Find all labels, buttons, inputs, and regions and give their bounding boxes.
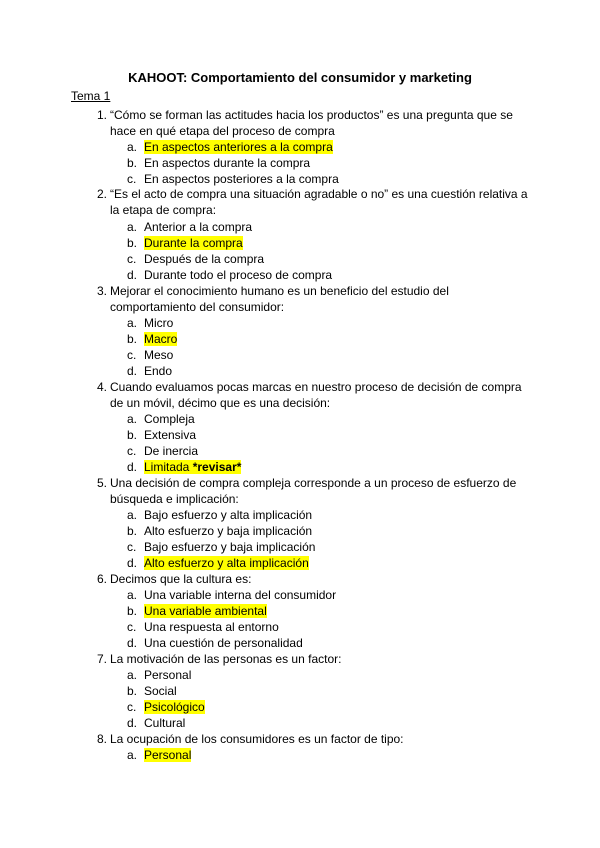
option-6b: [127, 603, 267, 619]
option-letter: c.: [127, 252, 137, 266]
option-letter: b.: [127, 524, 138, 538]
option-letter: d.: [127, 556, 138, 570]
question-number: 5.: [96, 476, 107, 490]
option-letter: a.: [127, 748, 138, 762]
option-text: En aspectos anteriores a la compra: [144, 140, 333, 154]
option-letter: d.: [127, 460, 138, 474]
option-text: Cultural: [144, 716, 186, 730]
question-text: Mejorar el conocimiento humano es un beneficio del estudio del comportamiento del consumidor:: [110, 284, 449, 314]
option-text: Social: [144, 684, 177, 698]
option-letter: c.: [127, 444, 137, 458]
option-5a: [127, 507, 312, 523]
option-5c: [127, 539, 315, 555]
option-letter: b.: [127, 428, 138, 442]
option-letter: a.: [127, 668, 138, 682]
option-letter: a.: [127, 316, 138, 330]
question-number: 3.: [96, 284, 107, 298]
question-text: “Cómo se forman las actitudes hacia los productos” es una pregunta que se hace en qué etapa del proceso de compra: [110, 108, 513, 138]
option-text: Bajo esfuerzo y alta implicación: [144, 508, 313, 522]
option-6c: [127, 619, 279, 635]
option-text: Endo: [144, 364, 173, 378]
question-text: Decimos que la cultura es:: [110, 572, 252, 586]
option-text: Micro: [144, 316, 174, 330]
option-1b: [127, 155, 310, 171]
option-text: Bajo esfuerzo y baja implicación: [144, 540, 316, 554]
option-letter: d.: [127, 716, 138, 730]
question-number: 4.: [96, 380, 107, 394]
option-text: Psicológico: [144, 700, 205, 714]
option-letter: d.: [127, 636, 138, 650]
option-8a: [127, 747, 191, 763]
option-3d: [127, 363, 172, 379]
option-2c: [127, 251, 264, 267]
option-letter: b.: [127, 236, 138, 250]
option-text: Anterior a la compra: [144, 220, 253, 234]
option-7c: [127, 699, 205, 715]
option-1c: [127, 171, 339, 187]
option-letter: b.: [127, 156, 138, 170]
option-letter: a.: [127, 412, 138, 426]
question-number: 2.: [96, 187, 107, 201]
option-text: De inercia: [144, 444, 199, 458]
option-text: Macro: [144, 332, 178, 346]
review-note: *revisar*: [192, 460, 242, 474]
question-number: 7.: [96, 652, 107, 666]
question-text: “Es el acto de compra una situación agradable o no” es una cuestión relativa a la etapa de compra:: [110, 187, 528, 217]
option-letter: b.: [127, 332, 138, 346]
option-7d: [127, 715, 185, 731]
option-text: Personal: [144, 668, 192, 682]
option-7a: [127, 667, 191, 683]
question-text: Una decisión de compra compleja corresponde a un proceso de esfuerzo de búsqueda e implicación:: [110, 476, 517, 506]
option-3c: [127, 347, 173, 363]
option-2b: [127, 235, 243, 251]
option-letter: c.: [127, 540, 137, 554]
option-2d: [127, 267, 332, 283]
option-letter: b.: [127, 684, 138, 698]
option-text: Una cuestión de personalidad: [144, 636, 303, 650]
option-3a: [127, 315, 173, 331]
question-text: La motivación de las personas es un factor:: [110, 652, 342, 666]
option-3b: [127, 331, 177, 347]
section-heading: Tema 1: [71, 89, 111, 103]
option-text: En aspectos posteriores a la compra: [144, 172, 339, 186]
option-letter: d.: [127, 364, 138, 378]
question-text: La ocupación de los consumidores es un factor de tipo:: [110, 732, 404, 746]
option-text: Durante todo el proceso de compra: [144, 268, 333, 282]
option-4b: [127, 427, 196, 443]
option-letter: d.: [127, 268, 138, 282]
option-text: Extensiva: [144, 428, 197, 442]
option-text: Compleja: [144, 412, 195, 426]
option-text: Alto esfuerzo y baja implicación: [144, 524, 313, 538]
option-text: Después de la compra: [144, 252, 265, 266]
option-6d: [127, 635, 303, 651]
option-1a: [127, 139, 333, 155]
option-text: En aspectos durante la compra: [144, 156, 311, 170]
option-4c: [127, 443, 198, 459]
option-highlight: [144, 460, 241, 474]
option-text: Personal: [144, 748, 192, 762]
option-text: Durante la compra: [144, 236, 243, 250]
option-letter: a.: [127, 508, 138, 522]
option-text: Una respuesta al entorno: [144, 620, 279, 634]
option-letter: a.: [127, 220, 138, 234]
option-text: Una variable ambiental: [144, 604, 267, 618]
option-7b: [127, 683, 177, 699]
question-text: Cuando evaluamos pocas marcas en nuestro proceso de decisión de compra de un móvil, décimo que es una decisión:: [110, 380, 522, 410]
option-4d: [127, 459, 241, 475]
question-number: 6.: [96, 572, 107, 586]
option-letter: c.: [127, 700, 137, 714]
option-4a: [127, 411, 195, 427]
option-letter: b.: [127, 604, 138, 618]
option-letter: c.: [127, 620, 137, 634]
question-number: 1.: [96, 108, 107, 122]
option-text: Alto esfuerzo y alta implicación: [144, 556, 309, 570]
option-letter: a.: [127, 140, 138, 154]
page-title: KAHOOT: Comportamiento del consumidor y marketing: [128, 70, 472, 85]
option-text: Una variable interna del consumidor: [144, 588, 337, 602]
option-5d: [127, 555, 309, 571]
option-text: Meso: [144, 348, 174, 362]
option-text: Limitada: [144, 460, 190, 474]
option-5b: [127, 523, 312, 539]
option-letter: c.: [127, 348, 137, 362]
option-letter: c.: [127, 172, 137, 186]
question-number: 8.: [96, 732, 107, 746]
option-6a: [127, 587, 336, 603]
option-letter: a.: [127, 588, 138, 602]
option-2a: [127, 219, 252, 235]
